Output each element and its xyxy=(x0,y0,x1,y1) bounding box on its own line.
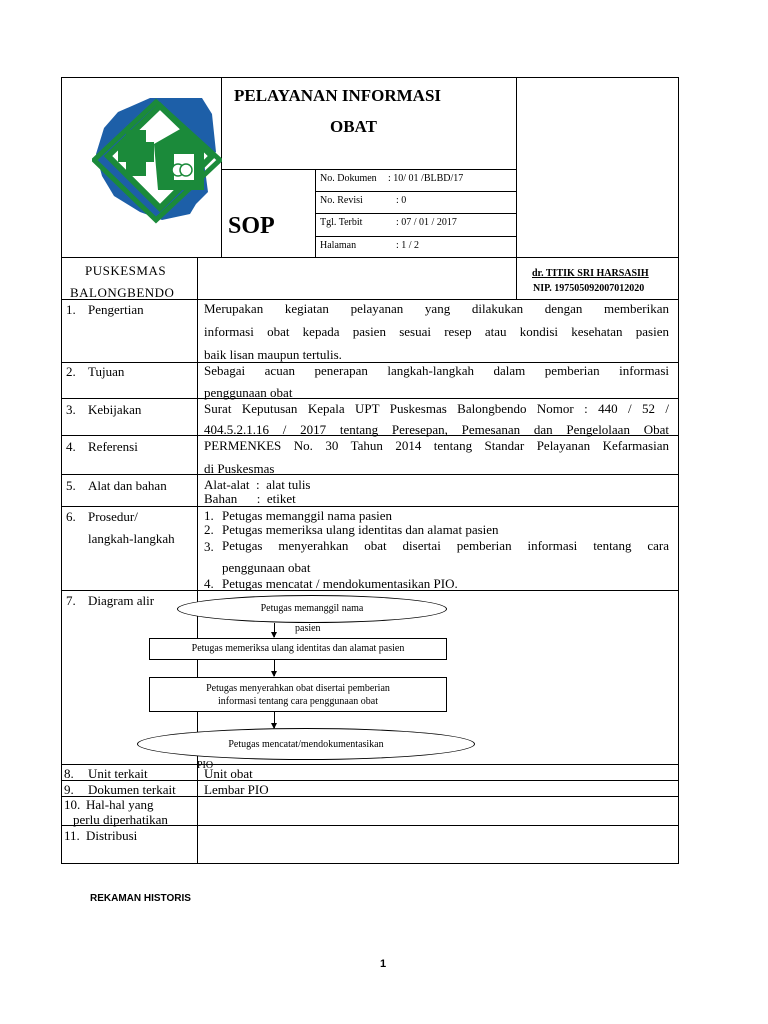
row-label-dokumen: Dokumen terkait xyxy=(88,782,176,797)
issue-date-label: Tgl. Terbit xyxy=(320,217,363,228)
row-number: 4. xyxy=(66,439,76,454)
sop-label: SOP xyxy=(228,213,275,239)
step-number: 1. xyxy=(204,508,214,523)
org-name-line2: BALONGBENDO xyxy=(70,285,175,300)
puskesmas-logo xyxy=(92,92,222,232)
row-label-hal: Hal-hal yang xyxy=(86,797,154,812)
flow-step4-text: Petugas mencatat/mendokumentasikan xyxy=(228,739,384,750)
row-label-unit: Unit terkait xyxy=(88,766,148,781)
flow-step3-box xyxy=(149,677,447,712)
issue-date-value: : 07 / 01 / 2017 xyxy=(396,217,457,228)
pengertian-text: Merupakan kegiatan pelayanan yang dilakukan dengan memberikan xyxy=(204,301,669,316)
row-label-distribusi: Distribusi xyxy=(86,828,138,843)
signer-name: dr. TITIK SRI HARSASIH xyxy=(532,268,649,279)
flow-arrow xyxy=(274,623,275,637)
doc-number-value: : 10/ 01 /BLBD/17 xyxy=(388,173,464,184)
row-label-hal: perlu diperhatikan xyxy=(73,812,168,827)
flow-step2-box xyxy=(149,638,447,660)
flow-start-oval xyxy=(177,595,447,623)
step-text: Petugas menyerahkan obat disertai pemberian informasi tentang cara xyxy=(222,538,669,553)
flow-step1-text-cont: pasien xyxy=(295,623,321,634)
kebijakan-text: 404.5.2.1.16 / 2017 tentang Peresepan, Pemesanan dan Pengelolaan Obat xyxy=(204,422,669,437)
unit-value: Unit obat xyxy=(204,766,253,781)
referensi-text: di Puskesmas xyxy=(204,461,275,476)
page-value: : 1 / 2 xyxy=(396,240,420,251)
step-text: Petugas memeriksa ulang identitas dan alamat pasien xyxy=(222,522,499,537)
row-label-diagram: Diagram alir xyxy=(88,593,155,608)
sop-title-line2: OBAT xyxy=(330,117,377,136)
signer-nip: NIP. 197505092007012020 xyxy=(533,283,645,294)
row-number: 10. xyxy=(64,797,81,812)
pengertian-text: informasi obat kepada pasien sesuai resep atau kondisi kesehatan pasien xyxy=(204,324,669,339)
page-label: Halaman xyxy=(320,240,357,251)
row-label-pengertian: Pengertian xyxy=(88,302,144,317)
dokumen-value: Lembar PIO xyxy=(204,782,269,797)
row-label-alat: Alat dan bahan xyxy=(88,478,167,493)
referensi-text: PERMENKES No. 30 Tahun 2014 tentang Standar Pelayanan Kefarmasian xyxy=(204,438,669,453)
alat-text: Alat-alat : alat tulis xyxy=(204,477,311,492)
page-number: 1 xyxy=(380,958,387,970)
row-number: 7. xyxy=(66,593,76,608)
row-number: 3. xyxy=(66,402,76,417)
row-number: 9. xyxy=(64,782,74,797)
row-number: 8. xyxy=(64,766,74,781)
step-text: penggunaan obat xyxy=(222,560,311,575)
flow-arrow xyxy=(274,712,275,728)
step-text: Petugas mencatat / mendokumentasikan PIO. xyxy=(222,576,458,591)
revision-label: No. Revisi xyxy=(320,195,363,206)
row-label-tujuan: Tujuan xyxy=(88,364,125,379)
doc-number-label: No. Dokumen xyxy=(320,173,377,184)
rekaman-historis-heading: REKAMAN HISTORIS xyxy=(90,893,191,904)
flow-step3-text: Petugas menyerahkan obat disertai pemberian xyxy=(206,683,390,694)
step-number: 3. xyxy=(204,539,214,554)
step-number: 4. xyxy=(204,576,214,591)
row-label-kebijakan: Kebijakan xyxy=(88,402,142,417)
bahan-text: Bahan : etiket xyxy=(204,491,296,506)
revision-value: : 0 xyxy=(396,195,407,206)
tujuan-text: penggunaan obat xyxy=(204,385,293,400)
pengertian-text: baik lisan maupun tertulis. xyxy=(204,347,342,362)
org-name-line1: PUSKESMAS xyxy=(85,263,167,278)
row-number: 2. xyxy=(66,364,76,379)
sop-title-line1: PELAYANAN INFORMASI xyxy=(234,86,442,105)
flow-step3-text: informasi tentang cara penggunaan obat xyxy=(218,696,378,707)
flow-step4-text-cont: PIO xyxy=(197,760,214,771)
step-text: Petugas memanggil nama pasien xyxy=(222,508,393,523)
flow-step1-text: Petugas memanggil nama xyxy=(260,603,364,614)
step-number: 2. xyxy=(204,522,214,537)
row-number: 11. xyxy=(64,828,80,843)
row-number: 6. xyxy=(66,509,76,524)
tujuan-text: Sebagai acuan penerapan langkah-langkah dalam pemberian informasi xyxy=(204,363,669,378)
flow-end-oval xyxy=(137,728,475,760)
flow-step2-text: Petugas memeriksa ulang identitas dan alamat pasien xyxy=(191,643,405,654)
flow-arrow xyxy=(274,660,275,676)
row-number: 5. xyxy=(66,478,76,493)
row-number: 1. xyxy=(66,302,76,317)
row-label-referensi: Referensi xyxy=(88,439,138,454)
row-label-prosedur: langkah-langkah xyxy=(88,531,175,546)
row-label-prosedur: Prosedur/ xyxy=(88,509,138,524)
kebijakan-text: Surat Keputusan Kepala UPT Puskesmas Balongbendo Nomor : 440 / 52 / xyxy=(204,401,669,416)
